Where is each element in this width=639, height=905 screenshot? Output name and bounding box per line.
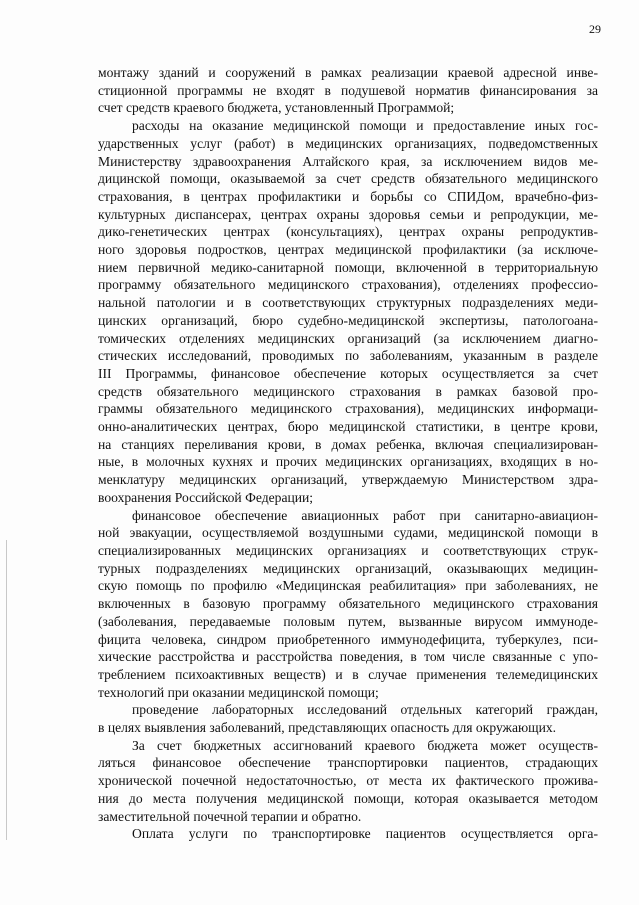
text-line: финансовое обеспечение авиационных работ при санитарно-авиацион- (132, 507, 598, 523)
text-line: хические расстройства и расстройства поведения, в том числе связанные с упо- (98, 649, 598, 665)
text-line: Оплата услуги по транспортировке пациентов осуществляется орга- (132, 826, 598, 842)
text-line: проведение лабораторных исследований отдельных категорий граждан, (132, 702, 598, 718)
paragraph (98, 737, 598, 826)
text-line: скую помощь по профилю «Медицинская реабилитация» при заболеваниях, не (98, 578, 598, 594)
text-line: онно-аналитических центрах, бюро медицинской статистики, в центре крови, (98, 419, 598, 435)
text-line: фицита человека, синдром приобретенного иммунодефицита, туберкулез, пси- (98, 631, 598, 647)
paragraph (98, 825, 598, 843)
text-line: стических исследований, проводимых по заболеваниям, указанным в разделе (98, 348, 598, 364)
text-line: в целях выявления заболеваний, представляющих опасность для окружающих. (98, 720, 557, 736)
text-line: хронической почечной недостаточностью, от места их фактического прожива- (98, 773, 598, 789)
text-line: стиционной программы не входят в подушевой норматив финансирования за (98, 82, 598, 98)
text-line: ные, в молочных кухнях и прочих медицинских организациях, входящих в но- (98, 454, 598, 470)
text-line: ляться финансовое обеспечение транспортировки пациентов, страдающих (98, 755, 598, 771)
text-line: ного здоровья подростков, центрах медицинской профилактики (за исключе- (98, 242, 598, 258)
text-line: на станциях переливания крови, в домах ребенка, включая специализирован- (98, 436, 598, 452)
text-line: технологий при оказании медицинской помощи; (98, 684, 379, 700)
text-line: За счет бюджетных ассигнований краевого бюджета может осуществ- (132, 737, 598, 753)
text-line: воохранения Российской Федерации; (98, 489, 314, 505)
text-line: нальной патологии и в соответствующих структурных подразделениях меди- (98, 295, 598, 311)
text-line: расходы на оказание медицинской помощи и предоставление иных гос- (132, 118, 598, 134)
text-line: специализированных медицинских организациях и соответствующих струк- (98, 542, 598, 558)
page-number: 29 (589, 22, 601, 36)
text-line: культурных диспансерах, центрах охраны здоровья семьи и репродукции, ме- (98, 206, 598, 222)
text-line: ударственных услуг (работ) в медицинских организациях, подведомственных (98, 135, 598, 151)
body-text (98, 64, 598, 843)
text-line: III Программы, финансовое обеспечение которых осуществляется за счет (98, 365, 598, 381)
text-line: Министерству здравоохранения Алтайского края, за исключением видов ме- (98, 153, 598, 169)
text-line: менклатуру медицинских организаций, утверждаемую Министерством здра- (98, 472, 598, 488)
paragraph (98, 701, 598, 736)
text-line: ния до места получения медицинской помощи, которая оказывается методом (98, 790, 598, 806)
text-line: треблением психоактивных веществ) и в случае применения телемедицинских (98, 666, 598, 682)
text-line: нием первичной медико-санитарной помощи, включенной в территориальную (98, 259, 598, 275)
text-line: томических отделениях медицинских организаций (за исключением диагно- (98, 330, 598, 346)
paragraph (98, 507, 598, 702)
text-line: средств обязательного медицинского страхования в рамках базовой про- (98, 383, 598, 399)
paragraph (98, 64, 598, 117)
text-line: ной эвакуации, осуществляемой воздушными судами, медицинской помощи в (98, 525, 598, 541)
text-line: дико-генетических центрах (консультациях), центрах охраны репродуктив- (98, 224, 598, 240)
text-line: (заболевания, передаваемые половым путем, вызванные вирусом иммуноде- (98, 613, 598, 629)
text-line: программу обязательного медицинского страхования), отделениях профессио- (98, 277, 598, 293)
text-line: заместительной почечной терапии и обратно. (98, 808, 362, 824)
text-line: монтажу зданий и сооружений в рамках реализации краевой адресной инве- (98, 65, 598, 80)
text-line: цинских организаций, бюро судебно-медицинской экспертизы, патологоана- (98, 312, 598, 328)
text-line: дицинской помощи, оказываемой за счет средств обязательного медицинского (98, 171, 598, 187)
text-line: граммы обязательного медицинского страхования), медицинских информаци- (98, 401, 598, 417)
text-line: турных подразделениях медицинских организаций, оказывающих медицин- (98, 560, 598, 576)
paragraph (98, 117, 598, 506)
text-line: страхования, в центрах профилактики и борьбы со СПИДом, врачебно-физ- (98, 188, 598, 204)
scan-edge-mark (6, 540, 7, 840)
text-line: включенных в базовую программу обязательного медицинского страхования (98, 596, 598, 612)
text-line: счет средств краевого бюджета, установленный Программой; (98, 100, 455, 116)
